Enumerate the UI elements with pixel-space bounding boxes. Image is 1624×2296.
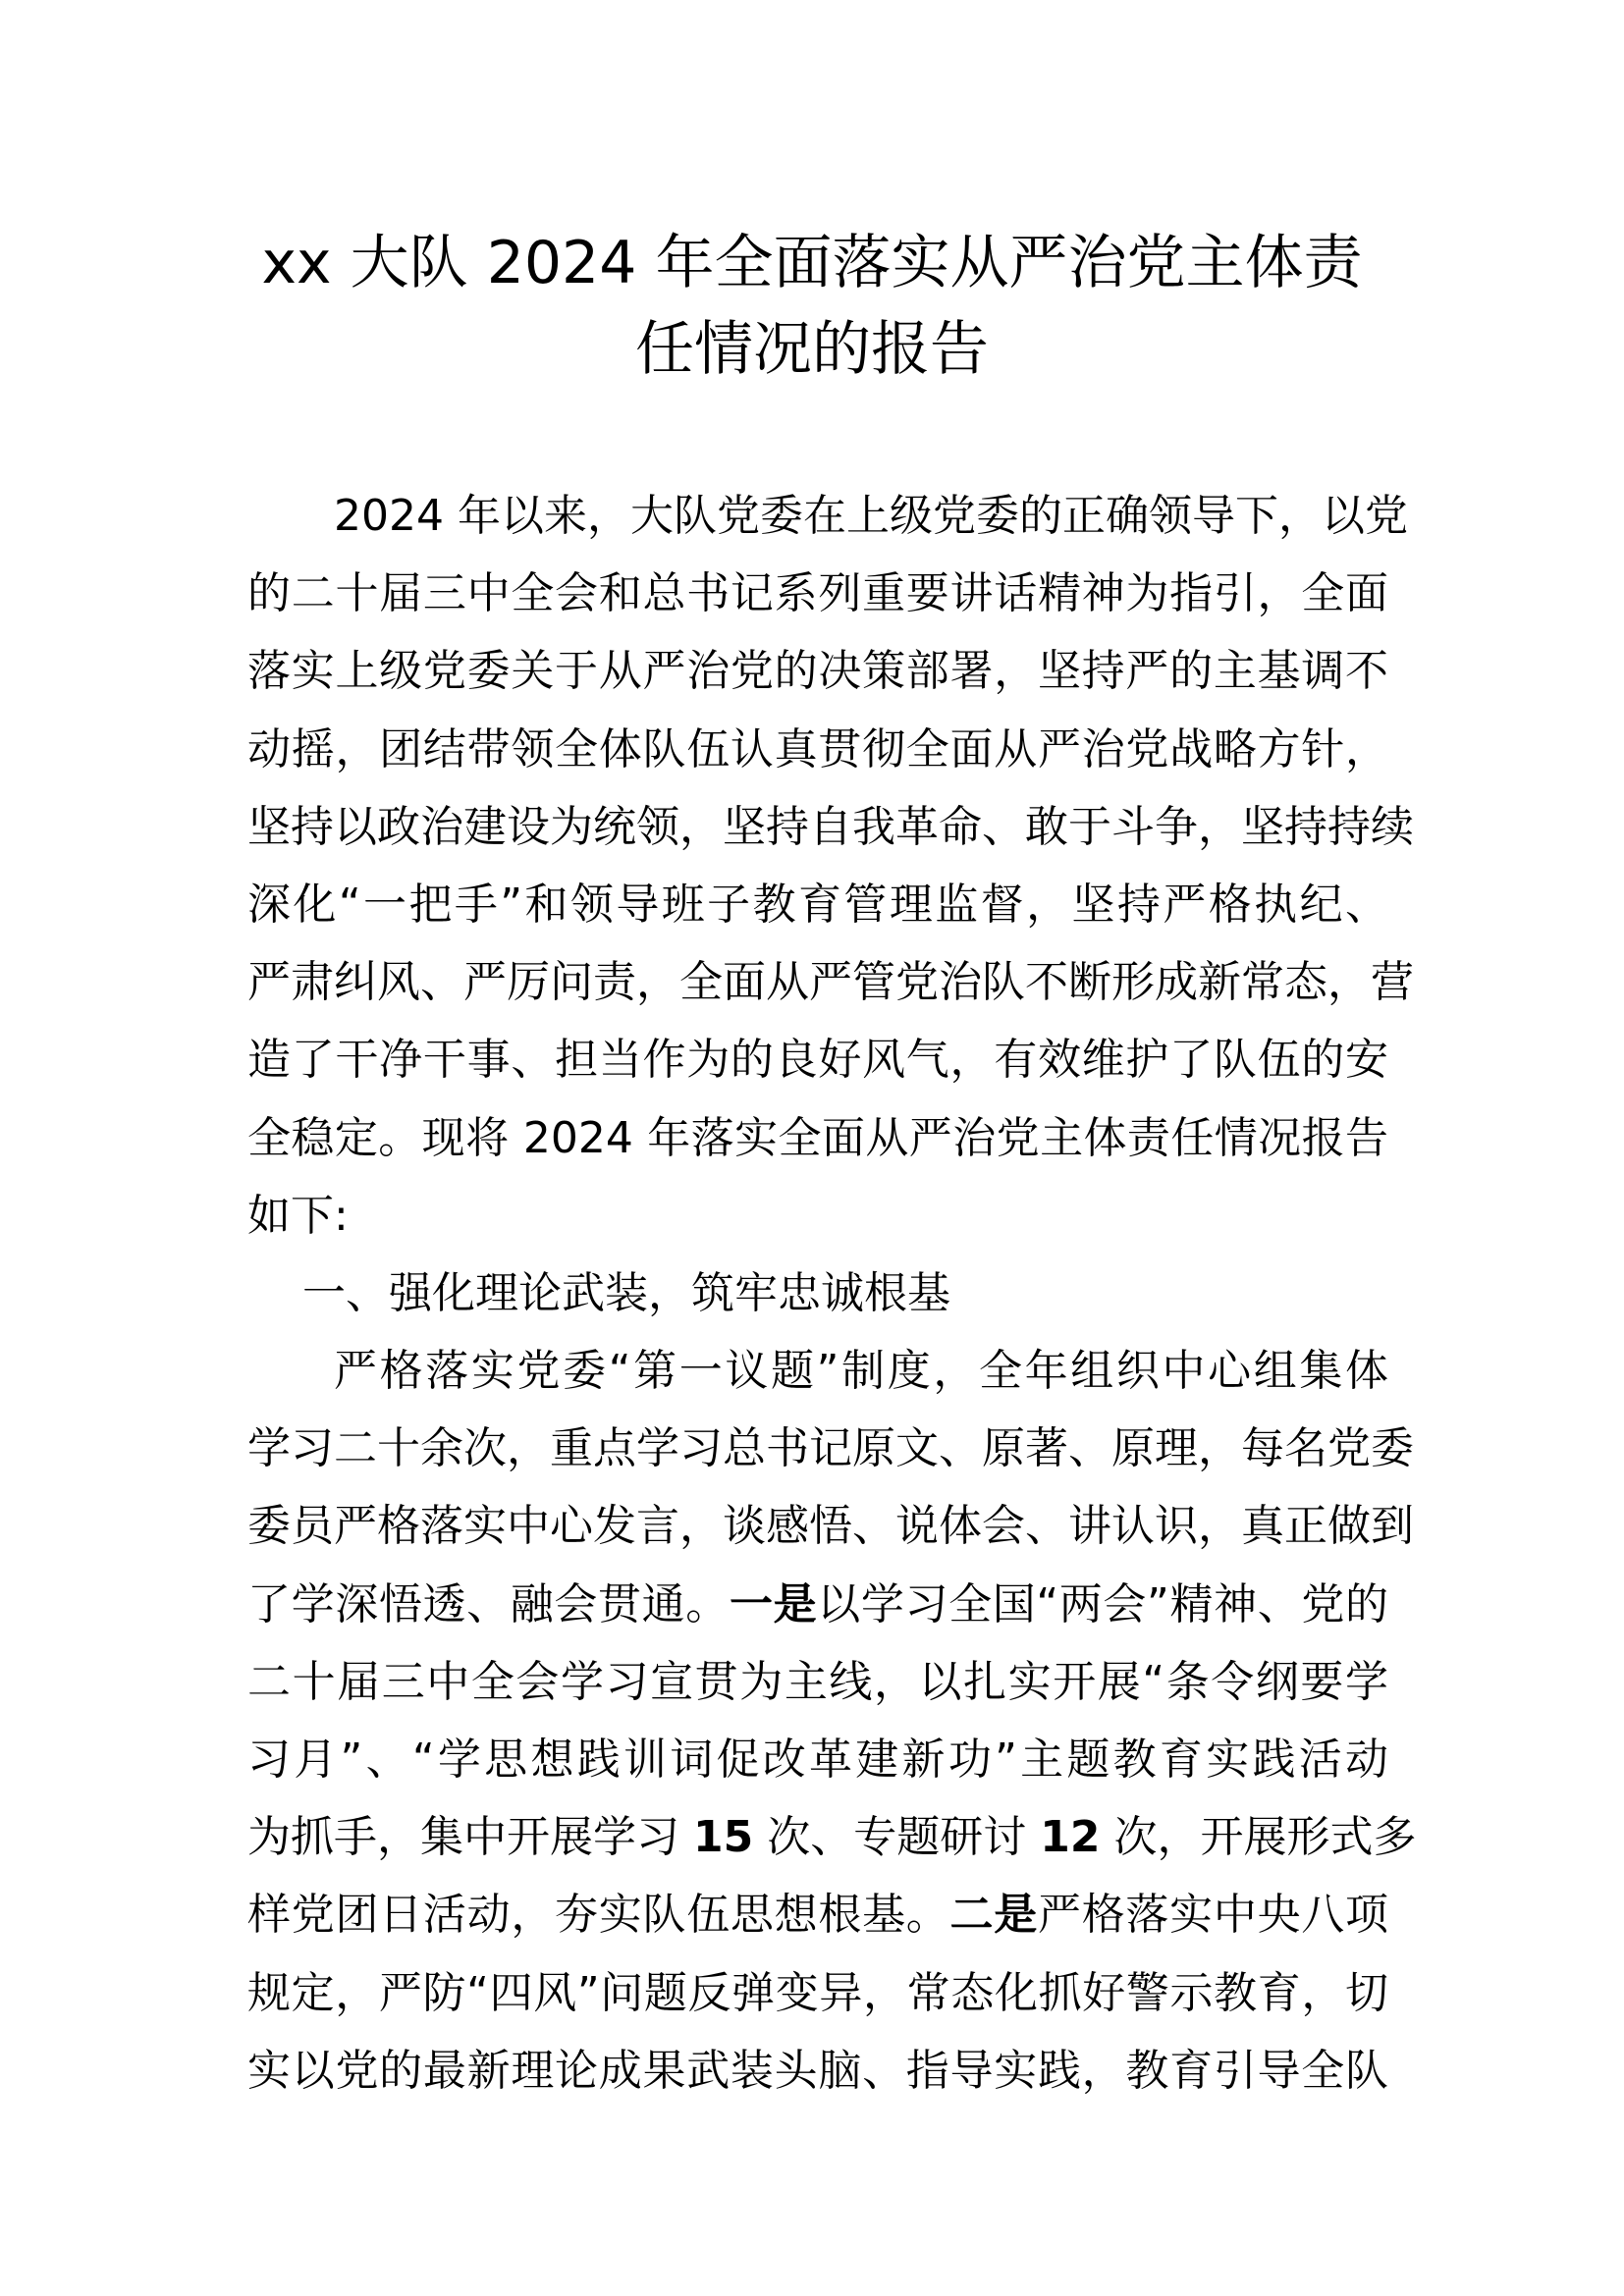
text-segment: 二十届三中全会学习宣贯为主线，以扎实开展“条令纲要学 <box>247 1656 1388 1707</box>
text-line <box>247 1643 1388 1721</box>
text-segment: 全稳定。现将 2024 年落实全面从严治党主体责任情况报告 <box>247 1112 1388 1163</box>
text-segment: 如下: <box>247 1190 349 1241</box>
text-segment: 动摇，团结带领全体队伍认真贯彻全面从严治党战略方针， <box>247 723 1388 774</box>
text-segment: 一、强化理论武装，筑牢忠诚根基 <box>302 1267 950 1318</box>
text-segment: 深化“一把手”和领导班子教育管理监督，坚持严格执纪、 <box>247 879 1388 930</box>
text-segment: 2024 年以来，大队党委在上级党委的正确领导下，以党 <box>334 491 1408 541</box>
title-line-1: xx 大队 2024 年全面落实从严治党主体责 <box>261 229 1363 297</box>
bold-text: 12 <box>1040 1812 1101 1863</box>
bold-text: 二是 <box>949 1890 1038 1941</box>
text-line <box>247 1177 1388 1255</box>
text-segment: 为抓手，集中开展学习 <box>247 1812 693 1863</box>
text-line <box>247 1332 1388 1410</box>
text-line <box>247 866 1388 943</box>
text-line <box>247 1410 1414 1487</box>
text-segment: 样党团日活动，夯实队伍思想根基。 <box>247 1890 950 1941</box>
text-segment: 委员严格落实中心发言，谈感悟、说体会、讲认识，真正做到 <box>247 1501 1414 1552</box>
text-segment: 严肃纠风、严厉问责，全面从严管党治队不断形成新常态，营 <box>247 957 1414 1008</box>
text-segment: 了学深悟透、融会贯通。 <box>247 1578 730 1629</box>
text-segment: 严格落实中央八项 <box>1037 1890 1389 1941</box>
text-line <box>247 1798 1417 1876</box>
text-segment: 造了干净干事、担当作为的良好风气，有效维护了队伍的安 <box>247 1035 1388 1086</box>
text-segment: 次，开展形式多 <box>1100 1812 1417 1863</box>
section-heading <box>247 1255 1388 1332</box>
document-body <box>247 477 1417 2109</box>
text-segment: 次、专题研讨 <box>753 1812 1041 1863</box>
title-line-2: 任情况的报告 <box>635 315 989 384</box>
text-segment: 习月”、“学思想践训词促改革建新功”主题教育实践活动 <box>247 1735 1388 1785</box>
text-line <box>247 477 1408 555</box>
text-line <box>247 632 1388 710</box>
text-segment: 学习二十余次，重点学习总书记原文、原著、原理，每名党委 <box>247 1423 1414 1474</box>
text-segment: 严格落实党委“第一议题”制度，全年组织中心组集体 <box>334 1346 1388 1397</box>
text-line <box>247 788 1414 866</box>
text-line <box>247 1721 1388 1798</box>
text-line <box>247 1954 1388 2032</box>
text-line <box>247 1566 1388 1643</box>
text-line <box>247 1487 1414 1565</box>
text-line <box>247 943 1414 1021</box>
text-segment: 实以党的最新理论成果武装头脑、指导实践，教育引导全队 <box>247 2045 1388 2096</box>
text-line <box>247 1876 1388 1953</box>
text-line <box>247 1021 1388 1098</box>
text-segment: 以学习全国“两会”精神、党的 <box>817 1578 1389 1629</box>
text-line <box>247 555 1388 632</box>
text-line <box>247 711 1388 788</box>
text-segment: 坚持以政治建设为统领，坚持自我革命、敢于斗争，坚持持续 <box>247 801 1414 852</box>
document-title <box>196 220 1428 393</box>
text-line <box>247 1099 1388 1177</box>
text-segment: 的二十届三中全会和总书记系列重要讲话精神为指引，全面 <box>247 568 1388 619</box>
text-line <box>247 2032 1388 2109</box>
text-segment: 落实上级党委关于从严治党的决策部署，坚持严的主基调不 <box>247 646 1388 697</box>
bold-text: 一是 <box>729 1578 818 1629</box>
bold-text: 15 <box>693 1812 754 1863</box>
text-segment: 规定，严防“四风”问题反弹变异，常态化抓好警示教育，切 <box>247 1967 1388 2018</box>
